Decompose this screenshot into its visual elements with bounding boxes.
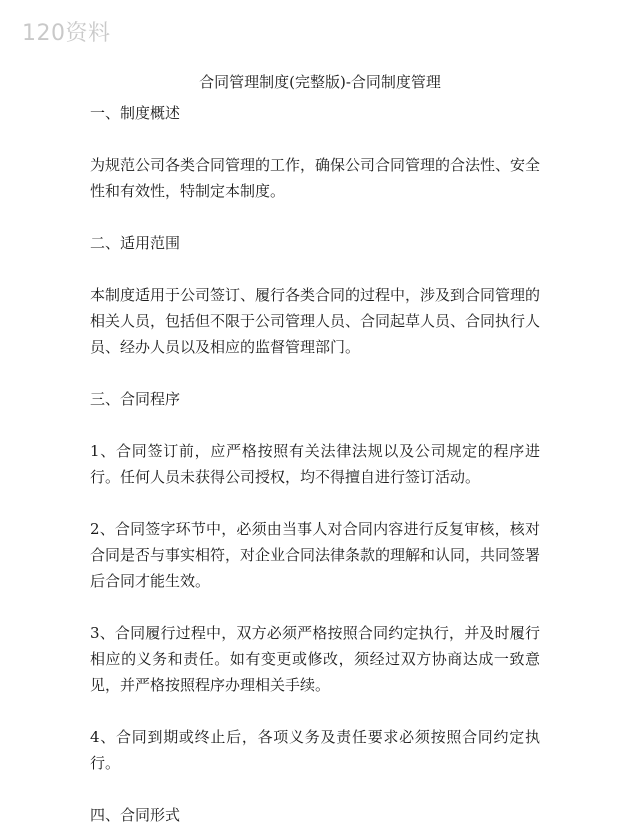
document-title: 合同管理制度(完整版)-合同制度管理 [199,73,441,91]
document-body [90,68,540,828]
section-heading-form: 四、合同形式 [90,806,181,824]
section-heading-overview: 一、制度概述 [90,104,181,122]
section-heading-procedure: 三、合同程序 [90,390,181,408]
paragraph-scope: 本制度适用于公司签订、履行各类合同的过程中，涉及到合同管理的相关人员，包括但不限于公司管理人员、合同起草人员、合同执行人员、经办人员以及相应的监督管理部门。 [90,286,541,356]
paragraph-procedure-3: 3、合同履行过程中，双方必须严格按照合同约定执行，并及时履行相应的义务和责任。如有变更或修改，须经过双方协商达成一致意见，并严格按照程序办理相关手续。 [90,624,540,694]
paragraph-procedure-4: 4、合同到期或终止后，各项义务及责任要求必须按照合同约定执行。 [90,728,540,772]
paragraph-overview: 为规范公司各类合同管理的工作，确保公司合同管理的合法性、安全性和有效性，特制定本制度。 [90,156,541,200]
section-heading-scope: 二、适用范围 [90,234,181,252]
paragraph-procedure-1: 1、合同签订前，应严格按照有关法律法规以及公司规定的程序进行。任何人员未获得公司授权，均不得擅自进行签订活动。 [90,442,540,486]
paragraph-procedure-2: 2、合同签字环节中，必须由当事人对合同内容进行反复审核，核对合同是否与事实相符，对企业合同法律条款的理解和认同，共同签署后合同才能生效。 [90,520,541,590]
watermark-logo: 120资料 [22,21,111,46]
